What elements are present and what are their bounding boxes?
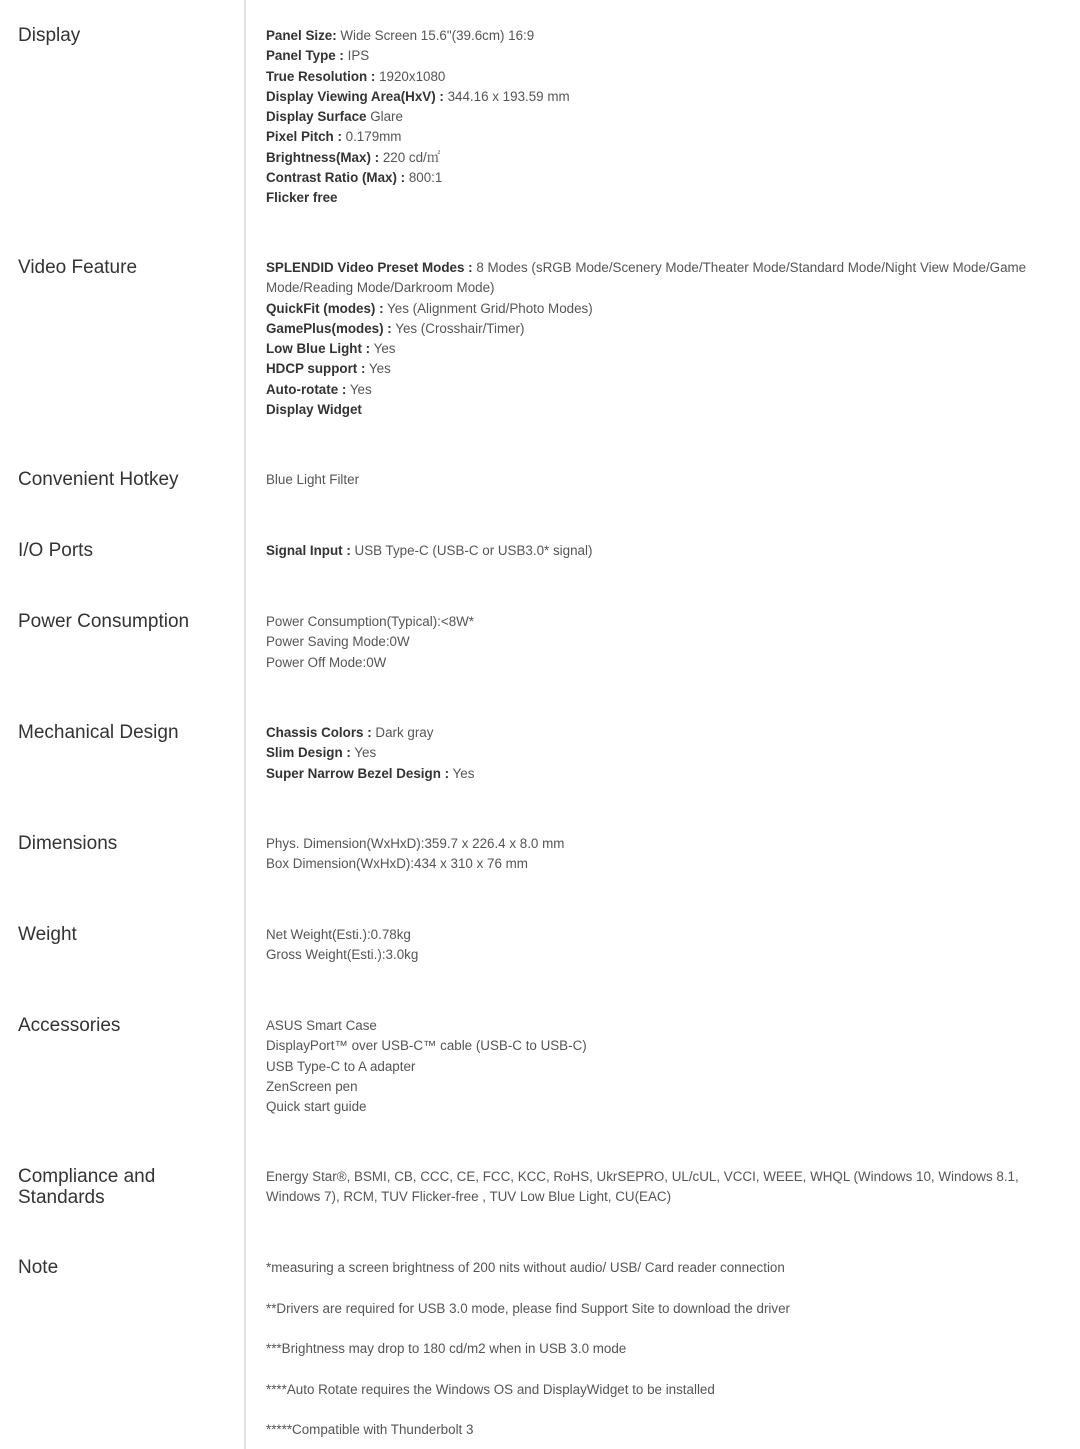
note-line: ***Brightness may drop to 180 cd/m2 when in USB 3.0 mode: [266, 1341, 627, 1357]
spec-line: Brightness(Max) : 220 cd/㎡: [266, 149, 441, 165]
spec-line: Display Viewing Area(HxV) : 344.16 x 193.59 mm: [266, 88, 570, 104]
spec-label-video-feature: Video Feature: [18, 257, 138, 278]
note-gap: [266, 1278, 1072, 1298]
spec-line: Phys. Dimension(WxHxD):359.7 x 226.4 x 8.0 mm: [266, 836, 565, 851]
spec-values-mechanical-design: [266, 723, 1072, 784]
spec-label-mechanical-design: Mechanical Design: [18, 722, 179, 743]
spec-line: Quick start guide: [266, 1099, 367, 1115]
spec-values-accessories: [266, 1016, 1072, 1117]
note-line: ****Auto Rotate requires the Windows OS and DisplayWidget to be installed: [266, 1381, 715, 1397]
spec-line: HDCP support : Yes: [266, 361, 391, 377]
spec-values-io-ports: [266, 541, 1072, 561]
spec-values-dimensions: [266, 834, 1072, 875]
spec-values-compliance: [266, 1167, 1072, 1208]
spec-label-dimensions: Dimensions: [18, 833, 118, 854]
note-gap: [266, 1359, 1072, 1379]
column-divider: [244, 0, 246, 1449]
spec-line: Power Saving Mode:0W: [266, 634, 410, 650]
spec-line: Gross Weight(Esti.):3.0kg: [266, 947, 419, 963]
spec-line: Flicker free: [266, 190, 338, 206]
spec-line: Super Narrow Bezel Design : Yes: [266, 765, 475, 781]
spec-line: GamePlus(modes) : Yes (Crosshair/Timer): [266, 320, 525, 336]
spec-line: Power Consumption(Typical):<8W*: [266, 614, 475, 629]
spec-line: Display Widget: [266, 402, 362, 418]
note-line: **Drivers are required for USB 3.0 mode, please find Support Site to download the driver: [266, 1300, 791, 1316]
spec-label-weight: Weight: [18, 924, 77, 945]
spec-line: Signal Input : USB Type-C (USB-C or USB3.0* signal): [266, 543, 593, 558]
spec-line: SPLENDID Video Preset Modes : 8 Modes (sRGB Mode/Scenery Mode/Theater Mode/Standard Mode/Night View Mode/Game Mode/Reading Mode/Darkroom Mode): [266, 260, 1027, 296]
spec-line: Panel Size: Wide Screen 15.6"(39.6cm) 16:9: [266, 28, 535, 43]
spec-values-power-consumption: [266, 612, 1072, 673]
note-gap: [266, 1400, 1072, 1420]
spec-label-accessories: Accessories: [18, 1015, 121, 1036]
spec-line: Energy Star®, BSMI, CB, CCC, CE, FCC, KCC, RoHS, UkrSEPRO, UL/cUL, VCCI, WEEE, WHQL (Windows 10, Windows 8.1, Windows 7), RCM, TUV Flicker-free , TUV Low Blue Light, CU(EAC): [266, 1169, 1019, 1205]
spec-line: Low Blue Light : Yes: [266, 341, 396, 357]
spec-line: Display Surface Glare: [266, 109, 403, 125]
spec-line: Box Dimension(WxHxD):434 x 310 x 76 mm: [266, 856, 528, 872]
spec-line: True Resolution : 1920x1080: [266, 68, 446, 84]
spec-label-power-consumption: Power Consumption: [18, 611, 190, 632]
spec-label-compliance: Compliance and Standards: [18, 1166, 156, 1208]
spec-line: Panel Type : IPS: [266, 48, 370, 64]
spec-values-convenient-hotkey: [266, 470, 1072, 490]
spec-line: Net Weight(Esti.):0.78kg: [266, 927, 411, 942]
spec-line: Contrast Ratio (Max) : 800:1: [266, 170, 443, 186]
spec-label-note: Note: [18, 1257, 59, 1278]
spec-label-convenient-hotkey: Convenient Hotkey: [18, 469, 179, 490]
spec-label-io-ports: I/O Ports: [18, 540, 93, 561]
spec-line: Auto-rotate : Yes: [266, 381, 372, 397]
spec-line: Power Off Mode:0W: [266, 654, 387, 670]
spec-line: ASUS Smart Case: [266, 1018, 377, 1033]
spec-line: Pixel Pitch : 0.179mm: [266, 129, 402, 145]
note-line: *measuring a screen brightness of 200 nits without audio/ USB/ Card reader connection: [266, 1260, 785, 1275]
spec-values-weight: [266, 925, 1072, 966]
note-gap: [266, 1319, 1072, 1339]
note-line: *****Compatible with Thunderbolt 3: [266, 1422, 474, 1438]
spec-label-display: Display: [18, 25, 81, 46]
spec-line: DisplayPort™ over USB-C™ cable (USB-C to USB-C): [266, 1038, 587, 1054]
spec-line: QuickFit (modes) : Yes (Alignment Grid/Photo Modes): [266, 300, 593, 316]
spec-line: Blue Light Filter: [266, 472, 360, 487]
spec-line: Slim Design : Yes: [266, 745, 377, 761]
spec-values-display: [266, 26, 1072, 209]
spec-values-video-feature: [266, 258, 1072, 420]
spec-line: ZenScreen pen: [266, 1078, 358, 1094]
spec-values-note: [266, 1258, 1072, 1441]
spec-line: USB Type-C to A adapter: [266, 1058, 416, 1074]
spec-line: Chassis Colors : Dark gray: [266, 725, 434, 740]
